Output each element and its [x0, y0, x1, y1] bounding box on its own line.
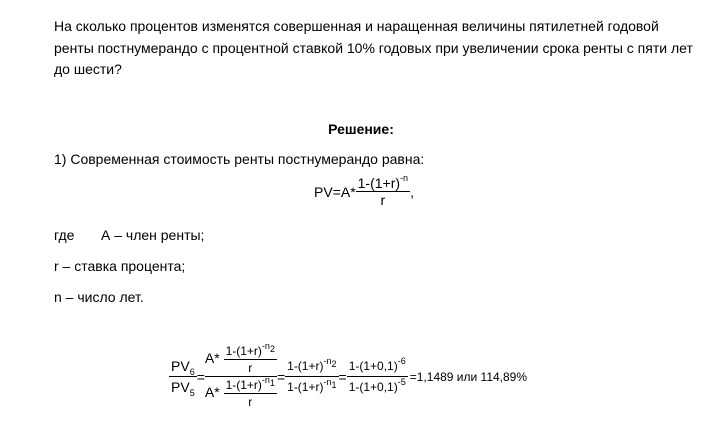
pv-formula-comma: , [410, 183, 414, 200]
ratio-values-fraction [347, 356, 408, 397]
pv-formula [314, 175, 414, 208]
ratio-annuity-denominator: A* $\frac{1-(1+r)^{-n_1}}{r}$ [204, 375, 275, 409]
equals-sign-2: = [276, 368, 286, 385]
ratio-formula [169, 343, 527, 410]
ratio-pv5: $PV_5$ [171, 379, 195, 398]
definition-where: где [54, 227, 75, 243]
pv-formula-numerator: $1-(1+r)^{-n}$ [357, 173, 409, 191]
definition-n: n – число лет. [54, 289, 144, 305]
ratio-pv6: $PV_6$ [171, 358, 195, 377]
ratio-annuity-fraction [205, 343, 277, 410]
definition-a: А – член ренты; [101, 227, 205, 243]
ratio-annuity-numerator: A* $\frac{1-(1+r)^{-n_2}}{r}$ [204, 341, 275, 375]
ratio-values-denominator: $1-(1+0,1)^{-5}$ [348, 377, 406, 394]
ratio-simplified-fraction [285, 356, 338, 397]
definition-r: r – ставка процента; [54, 258, 186, 274]
ratio-simplified-denominator: $1-(1+r)^{-n_1}$ [287, 377, 337, 394]
solution-heading: Решение: [328, 121, 394, 137]
ratio-values-numerator: $1-(1+0,1)^{-6}$ [347, 356, 408, 377]
ratio-simplified-numerator: $1-(1+r)^{-n_2}$ [285, 356, 338, 377]
step-1-text: 1) Современная стоимость ренты постнумерандо равна: [54, 151, 425, 167]
pv-formula-denominator: r [380, 192, 386, 208]
problem-statement: На сколько процентов изменятся совершенная и наращенная величины пятилетней годовой ренты постнумерандо с процентной ставкой 10% годовых при увеличении срока ренты с пяти лет до шести? [54, 18, 693, 77]
pv-formula-lhs: PV=A* [314, 183, 356, 200]
ratio-result: =1,1489 или 114,89% [409, 369, 528, 384]
equals-sign-1: = [196, 368, 205, 385]
pv-formula-fraction [356, 175, 410, 208]
equals-sign-3: = [338, 368, 347, 385]
ratio-pv-fraction [169, 356, 197, 397]
